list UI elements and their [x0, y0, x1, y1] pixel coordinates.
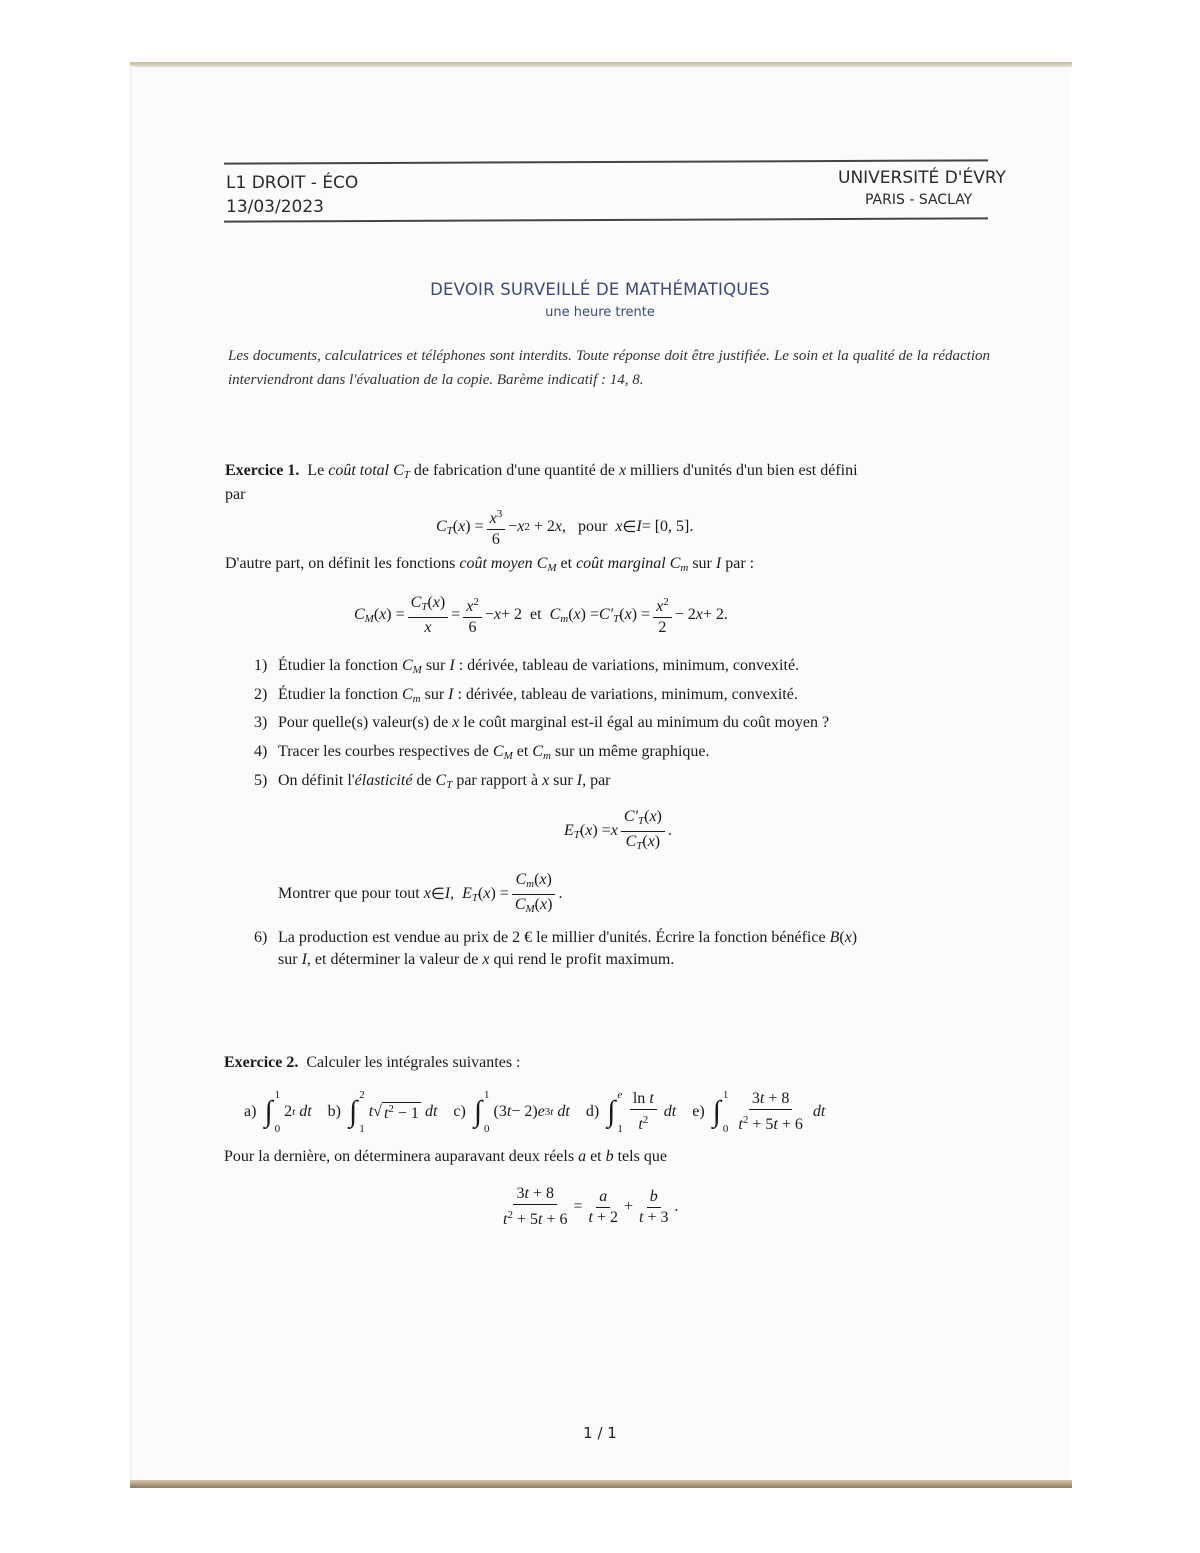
equation-elasticity: $E_T$ ( x ) = x $\frac{C'_T(x)}{C_T(x)}$ . — [564, 807, 672, 852]
question-3: 3) Pour quelle(s) valeur(s) de x le coût marginal est-il égal au minimum du coût moyen ? — [254, 714, 830, 731]
equation-total-cost: $C_T$ ( x ) = $\frac{x^3}{6}$ − x 2 + 2 x , pour x ∈ I = [0, 5]. — [436, 502, 693, 552]
exercise-1-definitions: D'autre part, on définit les fonctions coût moyen $C_M$ et coût marginal $C_m$ sur I par : — [225, 555, 755, 574]
exam-title: DEVOIR SURVEILLÉ DE MATHÉMATIQUES — [430, 280, 770, 299]
question-6-cont: sur I, et déterminer la valeur de x qui rend le profit maximum. — [278, 951, 675, 968]
integral-b: b) ∫ 2 1 t √ $t^2 - 1$ dt — [327, 1089, 438, 1135]
question-1: 1) Étudier la fonction $C_M$ sur I : dérivée, tableau de variations, minimum, convexité. — [254, 657, 800, 676]
exercise-1-intro-cont: par — [225, 486, 246, 503]
integral-d: d) ∫ e 1 $\frac{\text{ln t}}{t^2}$ dt — [585, 1089, 677, 1135]
question-4: 4) Tracer les courbes respectives de $C_M$ et $C_m$ sur un même graphique. — [254, 743, 710, 762]
scan-edge-bottom — [130, 1480, 1072, 1488]
exam-date: 13/03/2023 — [226, 197, 324, 217]
integral-e: e) ∫ 1 0 $\frac{3t + 8}{t^2 + 5t + 6}$ dt — [692, 1089, 826, 1135]
course-label: L1 DROIT - ÉCO — [226, 173, 359, 193]
exam-subtitle: une heure trente — [545, 305, 655, 320]
integral-a: a) ∫ 1 0 2 t dt — [244, 1089, 312, 1135]
page-number: 1 / 1 — [583, 1424, 617, 1442]
exercise-2-intro: Exercice 2. Calculer les intégrales suivantes : — [224, 1054, 521, 1071]
question-2: 2) Étudier la fonction $C_m$ sur I : dérivée, tableau de variations, minimum, convexité. — [254, 686, 798, 705]
question-6: 6) La production est vendue au prix de 2 € le millier d'unités. Écrire la fonction bénéfice B(x) — [254, 929, 858, 946]
integral-c: c) ∫ 1 0 (3 t − 2) e 3t dt — [453, 1089, 570, 1135]
question-5: 5) On définit l'élasticité de $C_T$ par rapport à x sur I, par — [254, 772, 611, 791]
university-name: UNIVERSITÉ D'ÉVRY — [838, 168, 1006, 188]
show-elasticity-statement: Montrer que pour tout x ∈ I , $E_T$ ( x ) = $\frac{C_m(x)}{C_M(x)}$ . — [278, 870, 563, 915]
university-campus: PARIS - SACLAY — [865, 192, 973, 208]
integrals-list — [244, 1086, 825, 1138]
equation-average-marginal-cost: $C_M$ ( x ) = $\frac{C_T(x)}{x}$ = $\frac{x^2}{6}$ − x + 2 et $C_m$ ( x ) = $C'_T$ ( x ) = $\frac{x^2}{2}$ − 2 x + 2. — [354, 593, 728, 636]
exercise-1-intro: Exercice 1. Le coût total $C_T$ de fabrication d'une quantité de x milliers d'unités d'un bien est défini — [225, 462, 858, 481]
exam-instructions: Les documents, calculatrices et téléphones sont interdits. Toute réponse doit être justifiée. Le soin et la qualité de la rédaction interviendront dans l'évaluation de la copie. Barème indicatif : 14, 8. — [228, 348, 990, 388]
exercise-2-note: Pour la dernière, on déterminera auparavant deux réels a et b tels que — [224, 1148, 667, 1165]
equation-partial-fractions: $\frac{3t + 8}{t^2 + 5t + 6}$ = $\frac{a}{t + 2}$ + $\frac{b}{t + 3}$ . — [503, 1185, 679, 1228]
